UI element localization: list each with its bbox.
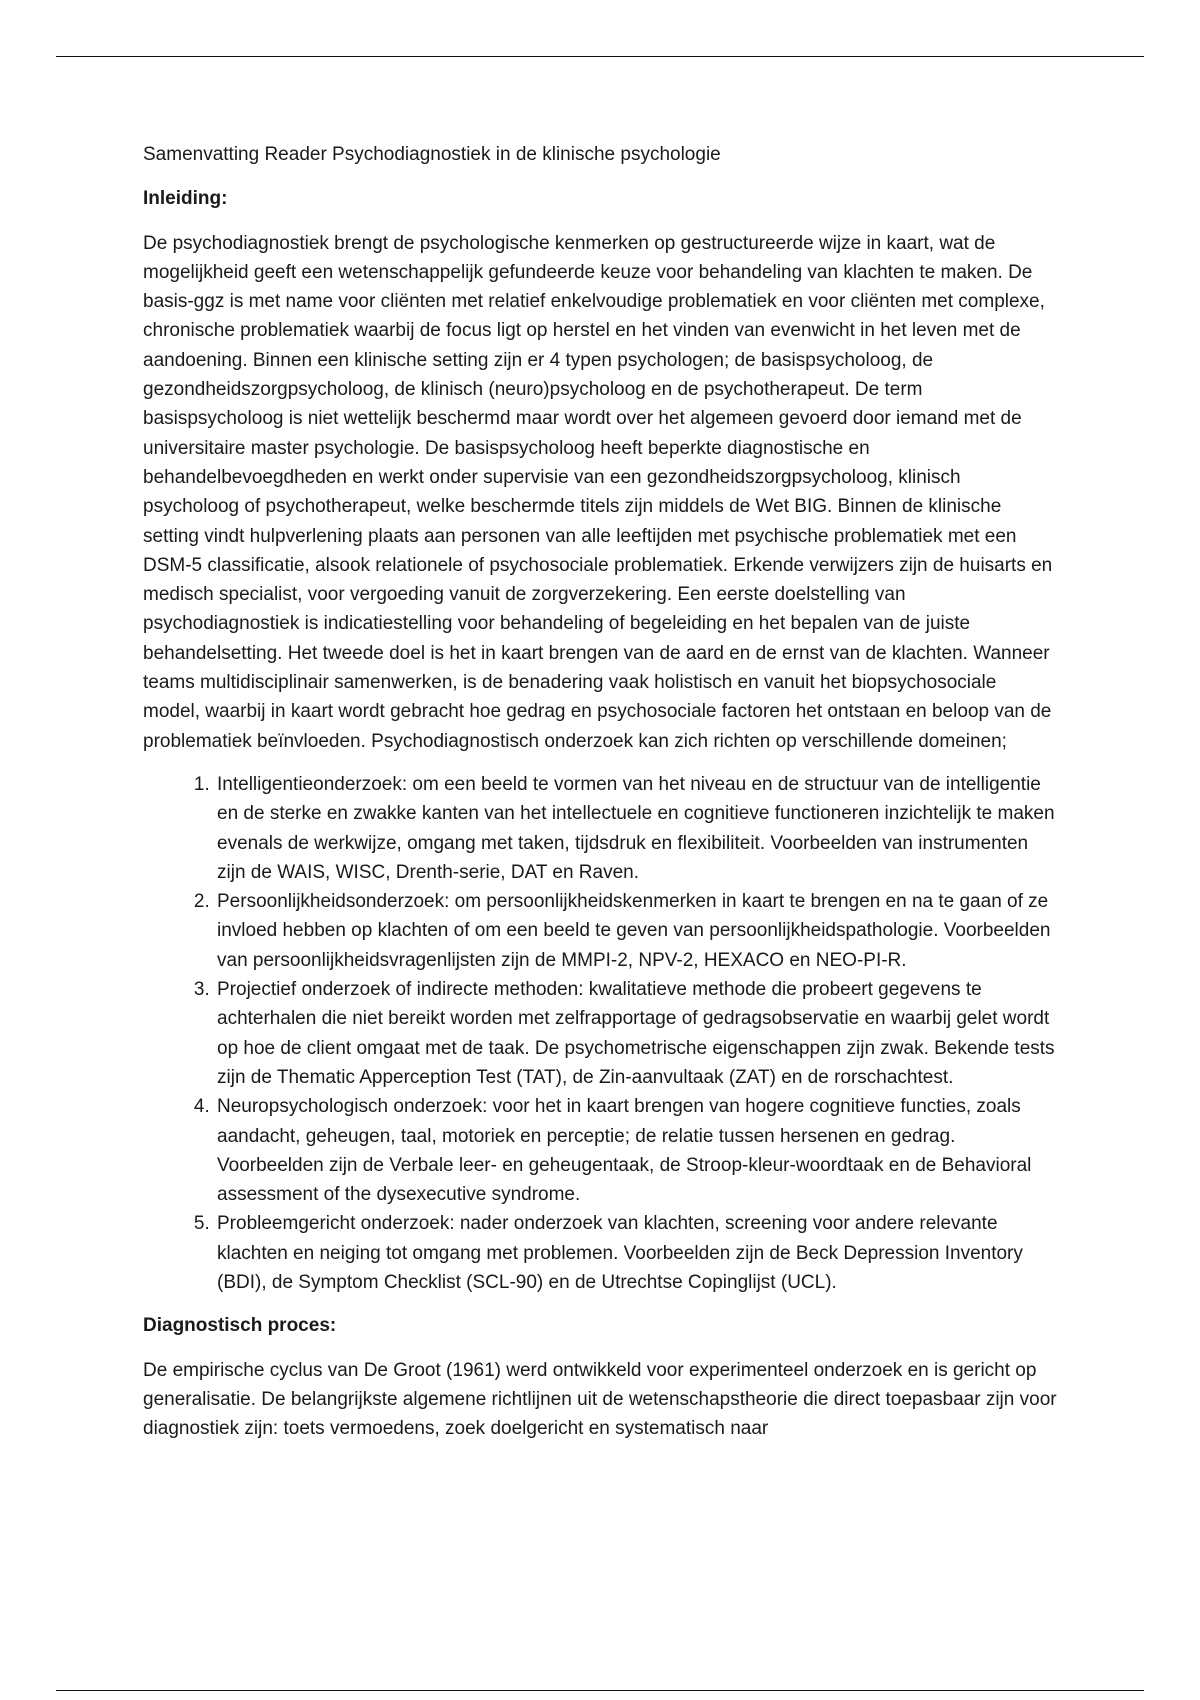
list-item: 3. Projectief onderzoek of indirecte methoden: kwalitatieve methode die probeert gegevens te achterhalen die niet bereikt worden met zelfrapportage of gedragsobservatie en waarbij gelet wordt op hoe de client omgaat met de taak. De psychometrische eigenschappen zijn zwak. Bekende tests zijn de Thematic Apperception Test (TAT), de Zin-aanvultaak (ZAT) en de rorschachtest. [215,975,1058,1092]
section-paragraph-diagnostisch-proces: De empirische cyclus van De Groot (1961) werd ontwikkeld voor experimenteel onderzoek en is gericht op generalisatie. De belangrijkste algemene richtlijnen uit de wetenschapstheorie die direct toepasbaar zijn voor diagnostiek zijn: toets vermoedens, zoek doelgericht en systematisch naar [143,1359,1057,1440]
list-item: 4. Neuropsychologisch onderzoek: voor het in kaart brengen van hogere cognitieve functies, zoals aandacht, geheugen, taal, motoriek en perceptie; de relatie tussen hersenen en gedrag. Voorbeelden zijn de Verbale leer- en geheugentaak, de Stroop-kleur-woordtaak en de Behavioral assessment of the dysexecutive syndrome. [215,1092,1058,1209]
footer-rule [56,1690,1144,1691]
section-heading-diagnostisch-proces: Diagnostisch proces: [143,1315,337,1337]
domains-list [143,770,1058,1297]
list-item: 5. Probleemgericht onderzoek: nader onderzoek van klachten, screening voor andere relevante klachten en neiging tot omgang met problemen. Voorbeelden zijn de Beck Depression Inventory (BDI), de Symptom Checklist (SCL-90) en de Utrechtse Copinglijst (UCL). [215,1209,1058,1297]
section-heading-inleiding: Inleiding: [143,188,228,210]
list-item: 1. Intelligentieonderzoek: om een beeld te vormen van het niveau en de structuur van de intelligentie en de sterke en zwakke kanten van het intellectuele en cognitieve functioneren inzichtelijk te maken evenals de werkwijze, omgang met taken, tijdsdruk en flexibiliteit. Voorbeelden van instrumenten zijn de WAIS, WISC, Drenth-serie, DAT en Raven. [215,770,1058,887]
list-item: 2. Persoonlijkheidsonderzoek: om persoonlijkheidskenmerken in kaart te brengen en na te gaan of ze invloed hebben op klachten of om een beeld te geven van persoonlijkheidspathologie. Voorbeelden van persoonlijkheidsvragenlijsten zijn de MMPI-2, NPV-2, HEXACO en NEO-PI-R. [215,887,1058,975]
document-page [143,140,1058,1457]
header-rule [56,56,1144,57]
section-paragraph-inleiding: De psychodiagnostiek brengt de psychologische kenmerken op gestructureerde wijze in kaart, wat de mogelijkheid geeft een wetenschappelijk gefundeerde keuze voor behandeling van klachten te maken. De basis-ggz is met name voor cliënten met relatief enkelvoudige problematiek en voor cliënten met complexe, chronische problematiek waarbij de focus ligt op herstel en het vinden van evenwicht in het leven met de aandoening. Binnen een klinische setting zijn er 4 typen psychologen; de basispsycholoog, de gezondheidszorgpsycholoog, de klinisch (neuro)psycholoog en de psychotherapeut. De term basispsycholoog is niet wettelijk beschermd maar wordt over het algemeen gevoerd door iemand met de universitaire master psychologie. De basispsycholoog heeft beperkte diagnostische en behandelbevoegdheden en werkt onder supervisie van een gezondheidszorgpsycholoog, klinisch psycholoog of psychotherapeut, welke beschermde titels zijn middels de Wet BIG. Binnen de klinische setting vindt hulpverlening plaats aan personen van alle leeftijden met psychische problematiek met een DSM-5 classificatie, alsook relationele of psychosociale problematiek. Erkende verwijzers zijn de huisarts en medisch specialist, voor vergoeding vanuit de zorgverzekering. Een eerste doelstelling van psychodiagnostiek is indicatiestelling voor behandeling of begeleiding en het bepalen van de juiste behandelsetting. Het tweede doel is het in kaart brengen van de aard en de ernst van de klachten. Wanneer teams multidisciplinair samenwerken, is de benadering vaak holistisch en vanuit het biopsychosociale model, waarbij in kaart wordt gebracht hoe gedrag en psychosociale factoren het ontstaan en beloop van de problematiek beïnvloeden. Psychodiagnostisch onderzoek kan zich richten op verschillende domeinen; [143,232,1053,752]
document-title: Samenvatting Reader Psychodiagnostiek in de klinische psychologie [143,144,721,165]
